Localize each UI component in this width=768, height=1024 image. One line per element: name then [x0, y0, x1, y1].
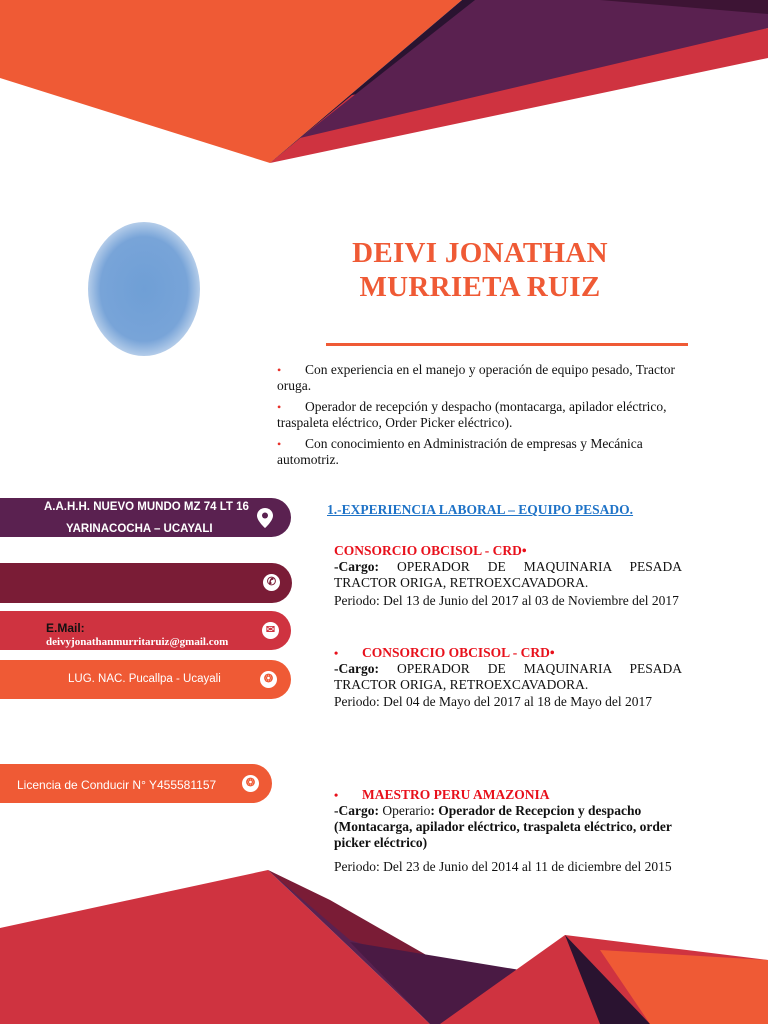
bottom-decoration: [0, 860, 768, 1024]
bullet-icon: •: [334, 646, 339, 660]
job-period: Periodo: Del 04 de Mayo del 2017 al 18 de Mayo del 2017: [334, 694, 652, 709]
email-label: E.Mail:: [46, 621, 85, 635]
email-pill: [0, 611, 291, 650]
bullet-icon: •: [334, 788, 339, 802]
name-divider: [326, 343, 688, 346]
experience-heading: 1.-EXPERIENCIA LABORAL – EQUIPO PESADO.: [327, 502, 634, 517]
phone-pill: [0, 563, 292, 603]
top-decoration: [0, 0, 768, 170]
bullet-icon: •: [277, 363, 282, 377]
globe-icon: ❂: [260, 671, 277, 688]
job-period: Periodo: Del 23 de Junio del 2014 al 11 de diciembre del 2015: [334, 859, 672, 874]
job-company: CONSORCIO OBCISOL - CRD•: [334, 543, 527, 558]
birthplace-text: LUG. NAC. Pucallpa - Ucayali: [68, 673, 221, 685]
email-address[interactable]: deivyjonathanmurritaruiz@gmail.com: [46, 636, 229, 648]
address-line-2: YARINACOCHA – UCAYALI: [66, 523, 213, 535]
bullet-icon: •: [277, 437, 282, 451]
summary-item: • Con conocimiento en Administración de empresas y Mecánica automotriz.: [277, 436, 643, 467]
summary-item: • Con experiencia en el manejo y operación de equipo pesado, Tractor oruga.: [277, 362, 676, 393]
location-pin-icon: [257, 508, 273, 528]
address-pill: [0, 498, 291, 537]
job-cargo: -Cargo: OPERADOR DE MAQUINARIA PESADA TRACTOR ORIGA, RETROEXCAVADORA.: [334, 559, 682, 590]
phone-icon: ✆: [263, 574, 280, 591]
car-wheel-icon: ❂: [242, 775, 259, 792]
envelope-icon: ✉: [262, 622, 279, 639]
license-pill: [0, 764, 272, 803]
job-period: Periodo: Del 13 de Junio del 2017 al 03 de Noviembre del 2017: [334, 593, 679, 608]
summary-item: • Operador de recepción y despacho (montacarga, apilador eléctrico, traspaleta eléctrico, Order Picker eléctrico).: [277, 399, 667, 430]
birthplace-pill: [0, 660, 291, 699]
job-entry: [334, 543, 682, 609]
job-entry: [334, 645, 682, 710]
job-company: • MAESTRO PERU AMAZONIA: [334, 787, 550, 802]
license-text: Licencia de Conducir N° Y455581157: [17, 778, 217, 792]
job-cargo: -Cargo: OPERADOR DE MAQUINARIA PESADA TRACTOR ORIGA, RETROEXCAVADORA.: [334, 661, 682, 692]
name-line-1: DEIVI JONATHAN: [352, 237, 608, 269]
job-company: • CONSORCIO OBCISOL - CRD•: [334, 645, 555, 660]
address-line-1: A.A.H.H. NUEVO MUNDO MZ 74 LT 16: [44, 501, 249, 513]
candidate-name: [325, 236, 635, 304]
bullet-icon: •: [277, 400, 282, 414]
profile-photo: [88, 222, 200, 356]
name-line-2: MURRIETA RUIZ: [359, 271, 601, 303]
profile-summary: [277, 362, 677, 473]
job-cargo: -Cargo: Operario: Operador de Recepcion y despacho (Montacarga, apilador eléctrico, traspaleta eléctrico, order picker eléctrico): [334, 803, 672, 850]
